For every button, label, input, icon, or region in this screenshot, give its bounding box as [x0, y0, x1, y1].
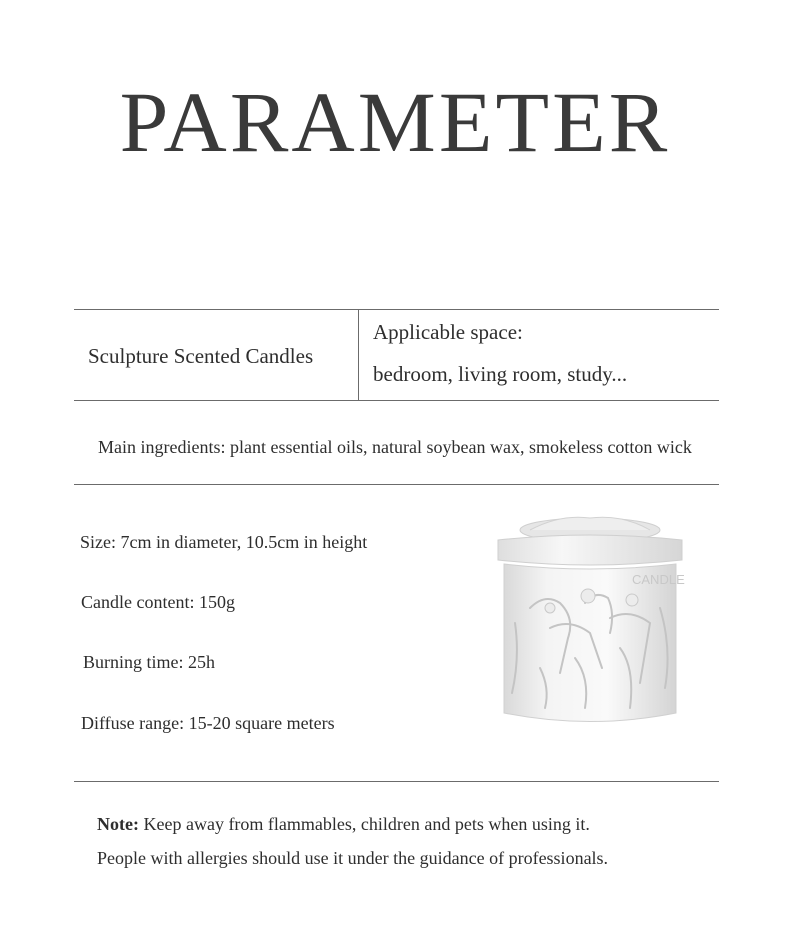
- divider: [74, 309, 719, 310]
- note-label: Note:: [97, 814, 139, 834]
- jar-embossed-text: CANDLE: [632, 572, 685, 587]
- note-line-2: People with allergies should use it under the guidance of professionals.: [97, 848, 609, 868]
- divider: [74, 400, 719, 401]
- main-ingredients: Main ingredients: plant essential oils, natural soybean wax, smokeless cotton wick: [98, 437, 692, 457]
- product-name: Sculpture Scented Candles: [88, 344, 314, 368]
- spec-candle-content: Candle content: 150g: [81, 592, 235, 612]
- candle-jar-image: [490, 508, 690, 733]
- divider: [74, 484, 719, 485]
- page-title: PARAMETER: [119, 74, 671, 170]
- spec-diffuse-range: Diffuse range: 15-20 square meters: [81, 713, 335, 733]
- spec-burning-time: Burning time: 25h: [83, 652, 215, 672]
- note-text-1: Keep away from flammables, children and pets when using it.: [138, 814, 590, 834]
- divider: [74, 781, 719, 782]
- vertical-divider: [358, 310, 359, 400]
- spec-size: Size: 7cm in diameter, 10.5cm in height: [80, 532, 368, 552]
- applicable-space-label: Applicable space:: [373, 320, 523, 344]
- note-line-1: [97, 814, 590, 835]
- applicable-space-value: bedroom, living room, study...: [373, 362, 628, 386]
